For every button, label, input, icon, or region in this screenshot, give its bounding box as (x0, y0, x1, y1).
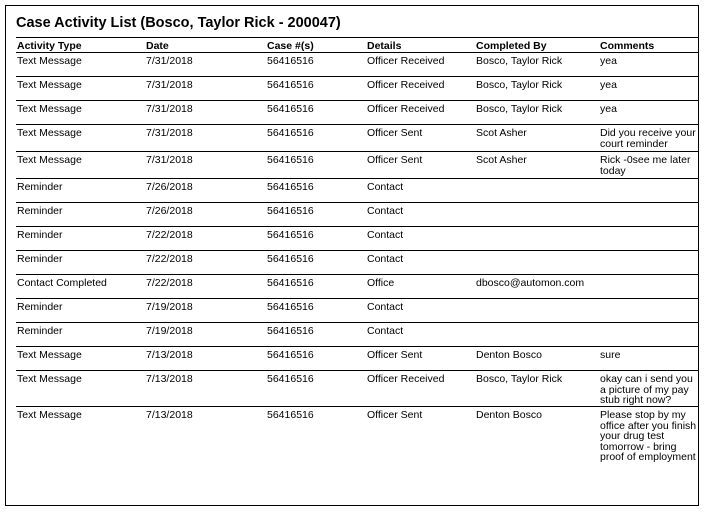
cell-date: 7/31/2018 (145, 53, 266, 77)
cell-completed-by (475, 203, 599, 227)
cell-details: Contact (366, 179, 475, 203)
cell-details: Officer Sent (366, 347, 475, 371)
report-page (5, 5, 699, 506)
cell-case-number: 56416516 (266, 203, 366, 227)
cell-activity-type: Text Message (16, 77, 145, 101)
column-header-date: Date (145, 38, 266, 53)
cell-details: Officer Received (366, 101, 475, 125)
cell-date: 7/26/2018 (145, 179, 266, 203)
cell-date: 7/19/2018 (145, 323, 266, 347)
report-title: Case Activity List (Bosco, Taylor Rick - 200047) (16, 15, 341, 31)
cell-case-number: 56416516 (266, 323, 366, 347)
cell-completed-by: dbosco@automon.com (475, 275, 599, 299)
table-row (16, 323, 699, 347)
cell-completed-by (475, 227, 599, 251)
cell-case-number: 56416516 (266, 299, 366, 323)
cell-case-number: 56416516 (266, 347, 366, 371)
cell-date: 7/13/2018 (145, 371, 266, 407)
cell-date: 7/22/2018 (145, 275, 266, 299)
cell-activity-type: Reminder (16, 227, 145, 251)
cell-date: 7/31/2018 (145, 101, 266, 125)
cell-date: 7/13/2018 (145, 347, 266, 371)
cell-case-number: 56416516 (266, 101, 366, 125)
cell-details: Contact (366, 203, 475, 227)
cell-activity-type: Contact Completed (16, 275, 145, 299)
table-row (16, 347, 699, 371)
cell-case-number: 56416516 (266, 251, 366, 275)
cell-case-number: 56416516 (266, 152, 366, 179)
cell-date: 7/26/2018 (145, 203, 266, 227)
cell-date: 7/31/2018 (145, 125, 266, 152)
cell-details: Contact (366, 227, 475, 251)
cell-comments: Please stop by my office after you finish your drug test tomorrow - bring proof of employment (600, 409, 697, 463)
cell-activity-type: Text Message (17, 409, 82, 421)
cell-comments: okay can i send you a picture of my pay stub right now? (599, 371, 699, 407)
cell-activity-type: Text Message (16, 347, 145, 371)
cell-case-number: 56416516 (267, 409, 314, 421)
cell-comments (599, 251, 699, 275)
table-row (16, 275, 699, 299)
cell-completed-by (475, 251, 599, 275)
cell-completed-by: Denton Bosco (475, 347, 599, 371)
cell-activity-type: Reminder (16, 323, 145, 347)
cell-comments (599, 227, 699, 251)
cell-details: Office (366, 275, 475, 299)
cell-case-number: 56416516 (266, 53, 366, 77)
cell-comments (599, 299, 699, 323)
table-row (16, 299, 699, 323)
cell-completed-by (475, 179, 599, 203)
cell-activity-type: Reminder (16, 251, 145, 275)
cell-details: Officer Sent (367, 409, 423, 421)
cell-activity-type: Reminder (16, 179, 145, 203)
cell-comments: Did you receive your court reminder (599, 125, 699, 152)
cell-activity-type: Reminder (16, 299, 145, 323)
cell-details: Officer Received (366, 77, 475, 101)
cell-activity-type: Text Message (16, 152, 145, 179)
activity-table (16, 37, 699, 463)
column-header-case-number: Case #(s) (266, 38, 366, 53)
cell-activity-type: Text Message (16, 101, 145, 125)
column-header-activity-type: Activity Type (16, 38, 145, 53)
table-row (16, 101, 699, 125)
cell-completed-by: Scot Asher (475, 152, 599, 179)
cell-case-number: 56416516 (266, 371, 366, 407)
cell-date: 7/22/2018 (145, 227, 266, 251)
cell-comments (599, 203, 699, 227)
table-row (16, 53, 699, 77)
cell-completed-by (475, 299, 599, 323)
table-header-row (16, 38, 699, 53)
table-row (16, 227, 699, 251)
table-row (16, 152, 699, 179)
table-row (16, 203, 699, 227)
cell-completed-by: Scot Asher (475, 125, 599, 152)
column-header-comments: Comments (599, 38, 699, 53)
cell-comments: sure (599, 347, 699, 371)
cell-comments (599, 323, 699, 347)
cell-completed-by (475, 323, 599, 347)
cell-completed-by: Bosco, Taylor Rick (475, 101, 599, 125)
cell-case-number: 56416516 (266, 179, 366, 203)
cell-completed-by: Bosco, Taylor Rick (475, 77, 599, 101)
table-row (16, 407, 699, 463)
table-row (16, 125, 699, 152)
cell-details: Contact (366, 299, 475, 323)
cell-activity-type: Reminder (16, 203, 145, 227)
cell-date: 7/31/2018 (145, 77, 266, 101)
cell-details: Officer Received (366, 371, 475, 407)
table-row (16, 251, 699, 275)
cell-completed-by: Bosco, Taylor Rick (475, 371, 599, 407)
cell-comments: Rick -0see me later today (599, 152, 699, 179)
cell-details: Contact (366, 251, 475, 275)
cell-comments: yea (599, 101, 699, 125)
table-row (16, 179, 699, 203)
cell-details: Officer Received (366, 53, 475, 77)
column-header-details: Details (366, 38, 475, 53)
cell-details: Contact (366, 323, 475, 347)
table-row (16, 77, 699, 101)
cell-comments (599, 179, 699, 203)
cell-comments: yea (599, 77, 699, 101)
cell-details: Officer Sent (366, 152, 475, 179)
cell-date: 7/31/2018 (145, 152, 266, 179)
cell-completed-by: Denton Bosco (476, 409, 542, 421)
cell-case-number: 56416516 (266, 77, 366, 101)
cell-date: 7/19/2018 (145, 299, 266, 323)
cell-activity-type: Text Message (16, 53, 145, 77)
cell-case-number: 56416516 (266, 275, 366, 299)
cell-comments: yea (599, 53, 699, 77)
cell-date: 7/13/2018 (146, 409, 193, 421)
cell-comments (599, 275, 699, 299)
cell-completed-by: Bosco, Taylor Rick (475, 53, 599, 77)
cell-case-number: 56416516 (266, 227, 366, 251)
column-header-completed-by: Completed By (475, 38, 599, 53)
cell-case-number: 56416516 (266, 125, 366, 152)
cell-activity-type: Text Message (16, 125, 145, 152)
cell-date: 7/22/2018 (145, 251, 266, 275)
table-row (16, 371, 699, 407)
cell-details: Officer Sent (366, 125, 475, 152)
cell-activity-type: Text Message (16, 371, 145, 407)
